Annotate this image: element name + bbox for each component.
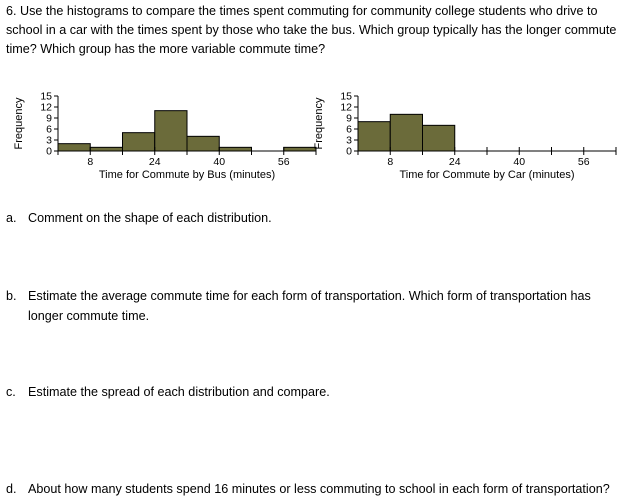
histogram-bus-svg [14,84,319,192]
part-d-letter: d. [6,482,17,496]
question-text: 6. Use the histograms to compare the times spent commuting for community college students who drive to school in a car with the times spent by those who take the bus. Which group typically has the longer commute time? Which group has the more variable commute time? [6,4,617,57]
chart0-ytick-label-0: 0 [46,145,52,158]
chart1-xtick-label-2: 40 [513,156,526,168]
part-a [6,209,621,229]
histogram-car-svg [313,84,622,192]
histogram-car [313,84,622,192]
chart1-bar-1 [390,114,422,151]
part-a-text: Comment on the shape of each distribution. [28,211,272,225]
part-c [6,383,621,403]
part-b [6,287,621,326]
part-c-letter: c. [6,385,16,399]
chart1-bar-0 [358,122,390,151]
chart0-bar-0 [58,144,90,151]
chart0-bar-2 [123,133,155,151]
chart1-ytick-label-5: 15 [340,90,352,103]
chart0-xtick-label-0: 8 [87,156,94,168]
chart0-xlabel: Time for Commute by Bus (minutes) [98,169,276,181]
chart0-ytick-label-2: 6 [46,123,52,136]
part-b-letter: b. [6,289,17,303]
chart1-ytick-label-4: 12 [340,101,352,114]
chart0-bar-7 [284,147,316,151]
part-c-text: Estimate the spread of each distribution and compare. [28,385,330,399]
chart1-xtick-label-3: 56 [577,156,590,168]
chart0-bar-1 [90,147,122,151]
chart0-ytick-label-3: 9 [46,112,52,125]
chart1-ytick-label-3: 9 [346,112,352,125]
part-d-text: About how many students spend 16 minutes or less commuting to school in each form of transportation? [28,482,610,496]
chart0-xtick-label-3: 56 [277,156,290,168]
chart1-xlabel: Time for Commute by Car (minutes) [399,169,575,181]
chart1-xtick-label-1: 24 [448,156,461,168]
chart1-bar-2 [423,125,455,151]
chart1-xtick-label-0: 8 [387,156,394,168]
chart0-xtick-label-2: 40 [213,156,226,168]
chart0-bar-3 [155,111,187,151]
chart0-ylabel: Frequency [13,97,25,150]
chart1-ytick-label-0: 0 [346,145,352,158]
histogram-bus [14,84,319,192]
chart0-xtick-label-1: 24 [148,156,161,168]
chart1-ytick-label-1: 3 [346,134,352,147]
chart0-bar-4 [187,136,219,151]
chart0-ytick-label-1: 3 [46,134,52,147]
chart1-ytick-label-2: 6 [346,123,352,136]
chart0-bar-5 [219,147,251,151]
part-a-letter: a. [6,211,17,225]
part-b-text: Estimate the average commute time for each form of transportation. Which form of transportation has longer commute time. [28,289,591,323]
chart1-ylabel: Frequency [313,97,325,150]
part-d [6,480,621,500]
chart0-ytick-label-4: 12 [40,101,52,114]
chart0-ytick-label-5: 15 [40,90,52,103]
